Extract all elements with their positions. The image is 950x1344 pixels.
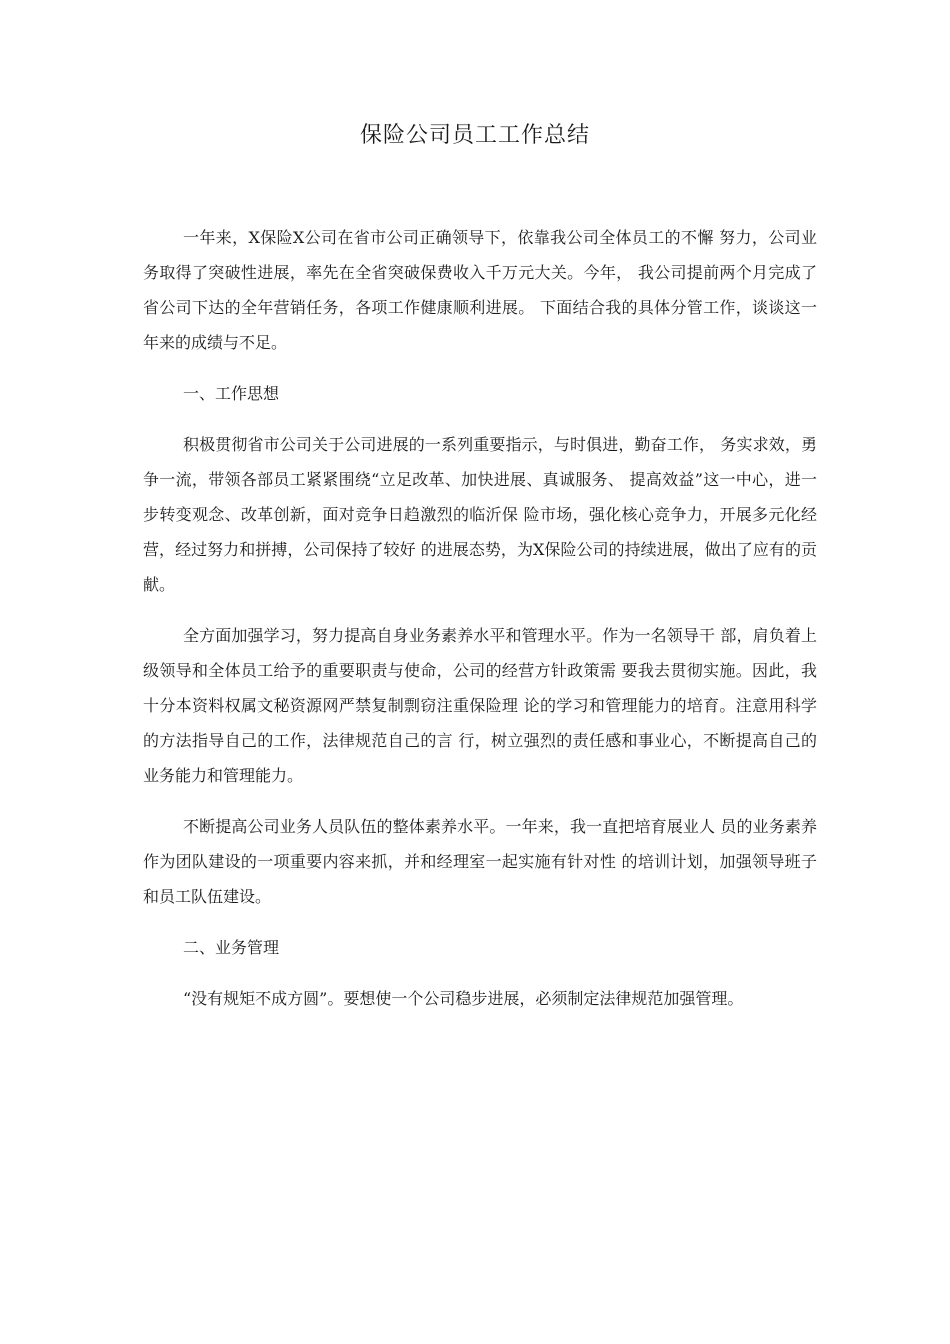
section-heading-business-management: 二、业务管理 bbox=[183, 938, 280, 957]
document-title: 保险公司员工工作总结 bbox=[359, 123, 590, 148]
paragraph-team-quality: 不断提高公司业务人员队伍的整体素养水平。一年来，我一直把培育展业人 员的业务素养作为团队建设的一项重要内容来抓，并和经理室一起实施有针对性 的培训计划，加强领导班子和员工队伍建设。 bbox=[143, 817, 817, 906]
paragraph-intro: 一年来，X保险X公司在省市公司正确领导下，依靠我公司全体员工的不懈 努力，公司业务取得了突破性进展，率先在全省突破保费收入千万元大关。今年， 我公司提前两个月完成了省公司下达的全年营销任务，各项工作健康顺利进展。 下面结合我的具体分管工作，谈谈这一年来的成绩与不足。 bbox=[143, 228, 817, 352]
section-heading-work-thinking: 一、工作思想 bbox=[183, 384, 280, 403]
paragraph-rules: “没有规矩不成方圆”。要想使一个公司稳步进展，必须制定法律规范加强管理。 bbox=[183, 989, 744, 1008]
paragraph-work-thinking: 积极贯彻省市公司关于公司进展的一系列重要指示，与时俱进，勤奋工作， 务实求效，勇争一流，带领各部员工紧紧围绕“立足改革、加快进展、真诚服务、 提高效益”这一中心，进一步转变观念、改革创新，面对竞争日趋激烈的临沂保 险市场，强化核心竞争力，开展多元化经营，经过努力和拼搏，公司保持了较好 的进展态势，为X保险公司的持续进展，做出了应有的贡献。 bbox=[143, 435, 817, 594]
paragraph-study: 全方面加强学习，努力提高自身业务素养水平和管理水平。作为一名领导干 部，肩负着上级领导和全体员工给予的重要职责与使命，公司的经营方针政策需 要我去贯彻实施。因此，我十分本资料权属文秘资源网严禁复制剽窃注重保险理 论的学习和管理能力的培育。注意用科学的方法指导自己的工作，法律规范自己的言 行，树立强烈的责任感和事业心，不断提高自己的业务能力和管理能力。 bbox=[143, 626, 817, 785]
document-body bbox=[143, 220, 817, 1016]
